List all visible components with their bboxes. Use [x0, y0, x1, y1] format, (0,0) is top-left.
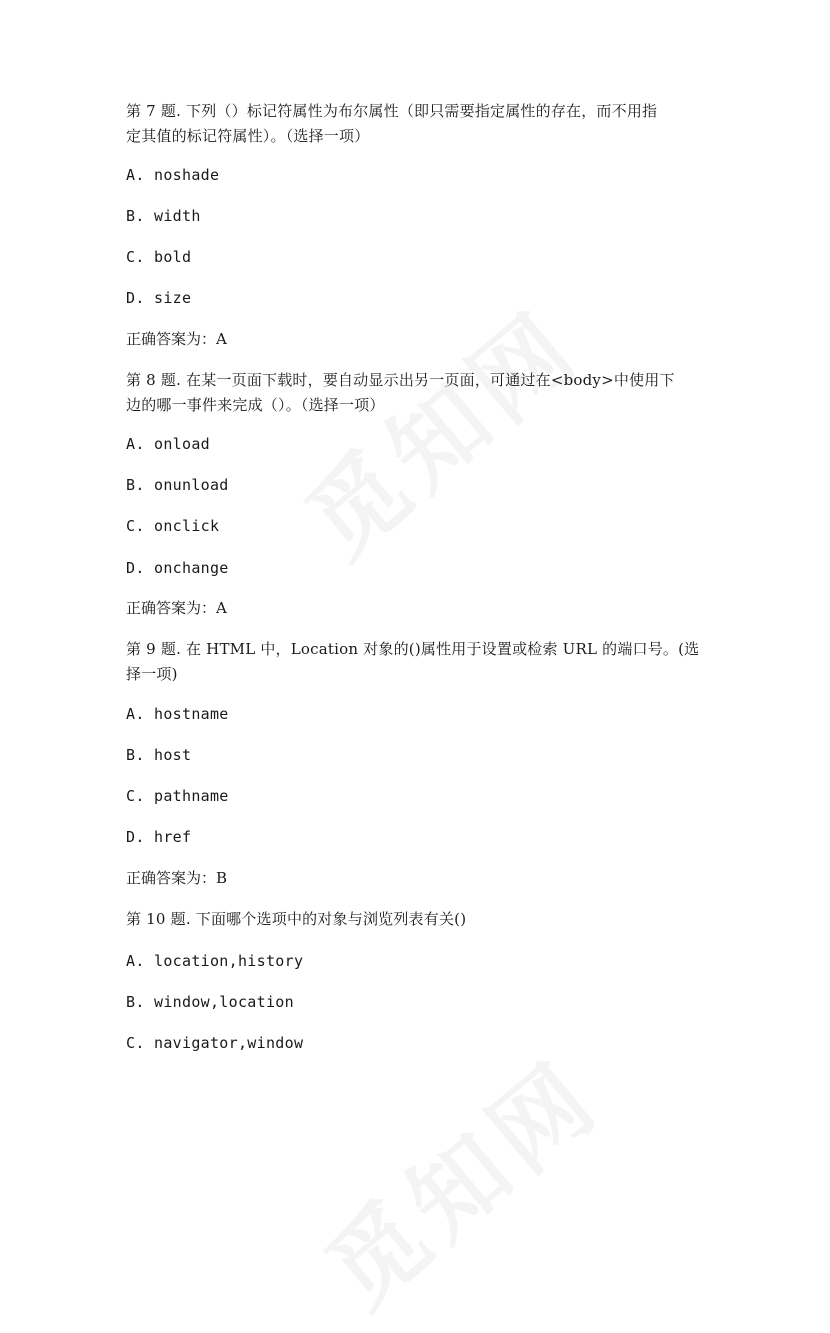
question-title	[126, 907, 711, 932]
option-d: D. size	[126, 289, 192, 307]
question-title-line: 第 10 题. 下面哪个选项中的对象与浏览列表有关()	[126, 910, 467, 928]
option-b: B. host	[126, 746, 192, 764]
option-c: C. pathname	[126, 787, 229, 805]
question-title-line: 第 7 题. 下列（）标记符属性为布尔属性（即只需要指定属性的存在，而不用指	[126, 102, 658, 120]
option-c: C. onclick	[126, 517, 220, 535]
correct-answer: 正确答案为：A	[126, 330, 227, 348]
option-b: B. onunload	[126, 476, 229, 494]
option-c: C. bold	[126, 248, 192, 266]
option-b: B. window,location	[126, 993, 294, 1011]
option-a: A. hostname	[126, 705, 229, 723]
question-title-line: 第 8 题. 在某一页面下载时，要自动显示出另一页面，可通过在<body>中使用下	[126, 371, 675, 389]
question-title	[126, 368, 711, 418]
option-c: C. navigator,window	[126, 1034, 304, 1052]
option-d: D. href	[126, 828, 192, 846]
question-title-line: 择一项)	[126, 665, 178, 683]
option-d: D. onchange	[126, 559, 229, 577]
option-a: A. onload	[126, 435, 210, 453]
correct-answer: 正确答案为：A	[126, 599, 227, 617]
watermark	[273, 274, 605, 583]
question-title-line: 边的哪一事件来完成（）。（选择一项）	[126, 396, 385, 414]
question-title-line: 第 9 题. 在 HTML 中，Location 对象的()属性用于设置或检索 URL 的端口号。(选	[126, 640, 700, 658]
question-title-line: 定其值的标记符属性）。（选择一项）	[126, 127, 370, 145]
question-title	[126, 637, 711, 687]
option-a: A. noshade	[126, 166, 220, 184]
watermark	[293, 1024, 625, 1333]
question-title	[126, 99, 711, 149]
option-b: B. width	[126, 207, 201, 225]
option-a: A. location,history	[126, 952, 304, 970]
correct-answer: 正确答案为：B	[126, 869, 228, 887]
